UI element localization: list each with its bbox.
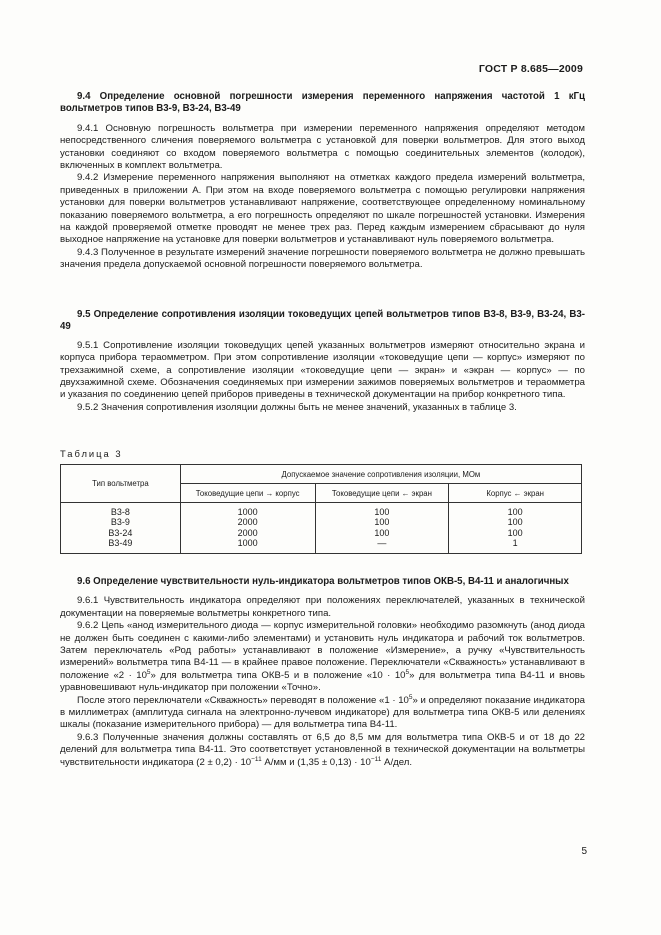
- page-number: 5: [581, 846, 587, 857]
- text-run: » и определяют показание индикатора в миллиметрах (амплитуда сигнала на электронно-лучевом индикаторе) для вольтметра типа ОКВ-5 или делениях шкалы (показание измерительного прибора) — для вольтметра типа В4-11.: [60, 694, 585, 731]
- table-row: [61, 528, 582, 538]
- section-heading: 9.6 Определение чувствительности нуль-индикатора вольтметров типов ОКВ-5, В4-11 и аналогичных: [77, 576, 569, 587]
- exponent: 5: [405, 668, 410, 676]
- table-row: [61, 503, 582, 518]
- table-cell: 100: [315, 528, 449, 538]
- document-code: ГОСТ Р 8.685—2009: [478, 63, 583, 75]
- insulation-resistance-table: [60, 464, 582, 554]
- paragraph: 9.5.1 Сопротивление изоляции токоведущих цепей указанных вольтметров измеряют относительно экрана и корпуса прибора тераомметром. При этом сопротивление изоляции «токоведущие цепи — корпус» измеряют по трехзажимной схеме, а сопротивление изоляции «токоведущие цепи — экран» и «экран — корпус» — по двухзажимной схеме. Обозначения соединяемых при измерении зажимов поверяемых вольтметров и тераомметра и указания по соединению цепей приборов приведены в технической документации на прибор конкретного типа.: [60, 339, 585, 401]
- section-heading: 9.4 Определение основной погрешности измерения переменного напряжения частотой 1 кГц вольтметров типов В3-9, В3-24, В3-49: [60, 91, 585, 115]
- table-cell: 1000: [180, 538, 315, 553]
- column-header: Токоведущие цепи → корпус: [180, 484, 315, 503]
- text-run: 9.6.3 Полученные значения должны составлять от 6,5 до 8,5 мм для вольтметра типа ОКВ-5 и от 18 до 22 делений для вольтметра типа В4-11. Это соответствует установленной в технической документации на вольтметры чувствительности индикатора (2 ± 0,2) · 10: [60, 731, 585, 768]
- paragraph: 9.4.2 Измерение переменного напряжения выполняют на отметках каждого предела измерений вольтметра, приведенных в приложении А. При этом на входе поверяемого вольтметра с помощью регулировки напряжения установки для поверки вольтметров устанавливают напряжение, соответствующее определенному номинальному показанию поверяемого вольтметра, а его погрешность определяют по шкале погрешностей установки. Измерения на каждой проверяемой отметке проводят не менее трех раз. Перед каждым измерением сбрасывают до нуля выходное напряжение на установке для поверки вольтметров и устанавливают нуль поверяемого вольтметра.: [60, 172, 585, 246]
- column-group-header: Допускаемое значение сопротивления изоляции, МОм: [180, 465, 581, 484]
- table-cell: —: [315, 538, 449, 553]
- text-run: А/мм и (1,35 ± 0,13) · 10: [261, 756, 371, 768]
- exponent: 5: [146, 668, 151, 676]
- paragraph: [60, 732, 585, 769]
- exponent: −11: [251, 755, 262, 763]
- section-9-5: [60, 309, 585, 414]
- section-9-6: [60, 576, 585, 769]
- column-header: Корпус ← экран: [449, 484, 582, 503]
- column-header-type: Тип вольтметра: [61, 465, 181, 503]
- table-cell: В3-24: [61, 528, 181, 538]
- table-caption: Таблица 3: [60, 448, 123, 459]
- table-cell: 1000: [180, 503, 315, 518]
- text-run: 9.6.2 Цепь «анод измерительного диода — корпус измерительной головки» необходимо разомкнуть (анод диода не должен быть соединен с какими-либо элементами) и установить нуль индикатора и рабочий ток вольтметров. Затем переключатель «Род работы» устанавливают в положение «Измерение», а ручку «Чувствительность измерений» вольтметра типа В4-11 — в крайнее правое положение. Переключатели «Скважность» устанавливают в положение «2 · 10: [60, 620, 585, 681]
- table-cell: В3-9: [61, 517, 181, 527]
- table-cell: 100: [449, 503, 582, 518]
- paragraph: 9.4.1 Основную погрешность вольтметра при измерении переменного напряжения определяют методом непосредственного сличения поверяемого вольтметра с установкой для поверки вольтметров. Для этого выход установки соединяют со входом поверяемого вольтметра с помощью соединительных элементов (колодок), включенных в комплект вольтметра.: [60, 122, 585, 172]
- table-row: [61, 517, 582, 527]
- paragraph: [60, 620, 585, 694]
- column-header: Токоведущие цепи ← экран: [315, 484, 449, 503]
- table-row: [61, 538, 582, 553]
- table-cell: 100: [449, 517, 582, 527]
- table-cell: 2000: [180, 528, 315, 538]
- table-cell: 100: [315, 517, 449, 527]
- paragraph: 9.5.2 Значения сопротивления изоляции должны быть не менее значений, указанных в таблице 3.: [77, 401, 517, 413]
- table-cell: 1: [449, 538, 582, 553]
- exponent: −11: [370, 755, 382, 763]
- text-run: А/дел.: [381, 756, 412, 768]
- table-cell: 2000: [180, 517, 315, 527]
- text-run: » для вольтметра типа В4-11 и вновь уравновешивают нуль-индикатор при положении «Точно».: [60, 669, 585, 694]
- exponent: 5: [408, 693, 413, 701]
- table-cell: 100: [449, 528, 582, 538]
- paragraph: [60, 695, 585, 732]
- table-cell: 100: [315, 503, 449, 518]
- text-run: После этого переключатели «Скважность» переводят в положение «1 · 10: [77, 694, 409, 706]
- text-run: » для вольтметра типа ОКВ-5 и в положение «10 · 10: [150, 669, 406, 681]
- section-heading: 9.5 Определение сопротивления изоляции токоведущих цепей вольтметров типов В3-8, В3-9, В3-24, В3-49: [60, 309, 585, 333]
- table-cell: В3-49: [61, 538, 181, 553]
- paragraph: 9.6.1 Чувствительность индикатора определяют при положениях переключателей, указанных в технической документации на поверяемые вольтметры конкретного типа.: [60, 595, 585, 619]
- section-9-4: [60, 91, 585, 272]
- table-cell: В3-8: [61, 503, 181, 518]
- paragraph: 9.4.3 Полученное в результате измерений значение погрешности поверяемого вольтметра не должно превышать значения предела допускаемой основной погрешности поверяемого вольтметра.: [60, 246, 585, 271]
